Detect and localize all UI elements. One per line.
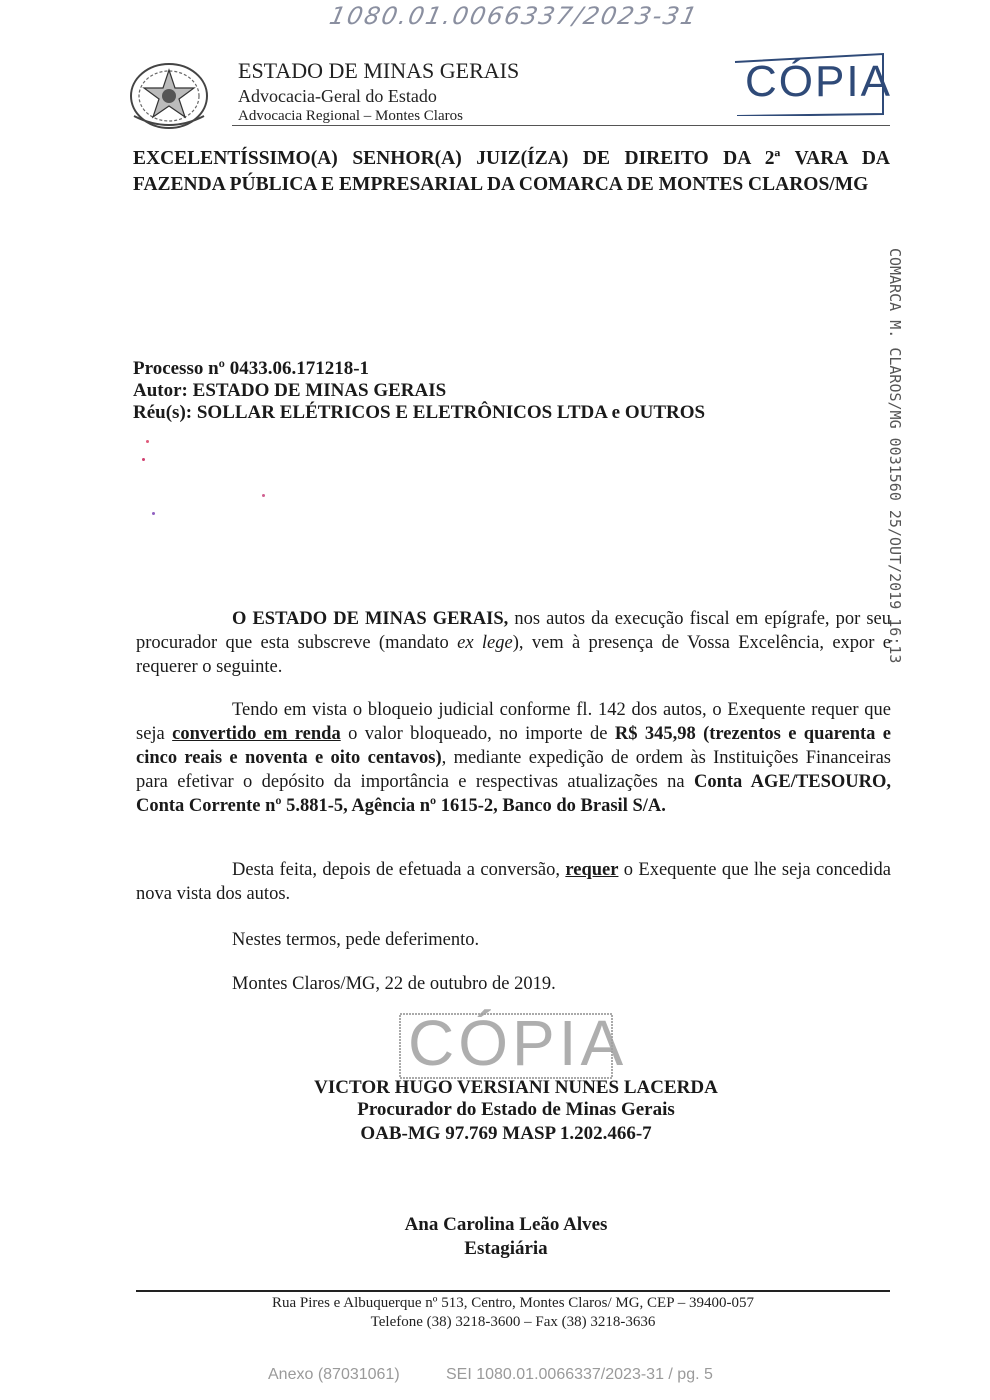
process-defendants	[133, 402, 705, 424]
intern-role: Estagiária	[464, 1238, 548, 1259]
scan-artifact	[146, 440, 149, 443]
header-title: ESTADO DE MINAS GERAIS	[238, 58, 520, 83]
process-author-label: Autor:	[133, 380, 188, 401]
process-defendants-label: Réu(s):	[133, 402, 193, 423]
process-author-value: ESTADO DE MINAS GERAIS	[192, 380, 447, 401]
coat-of-arms-icon	[128, 58, 210, 130]
intro-text-b: ), vem à presença de Vossa Excelência, expor e requerer o seguinte.	[136, 633, 891, 677]
request-bank-account: Conta AGE/TESOURO, Conta Corrente nº 5.881-5, Agência nº 1615-2, Banco do Brasil S/A.	[136, 772, 891, 816]
scan-artifact	[142, 458, 145, 461]
handwritten-process-number: 1080.01.0066337/2023-31	[327, 2, 702, 30]
paragraph-date: Montes Claros/MG, 22 de outubro de 2019.	[232, 974, 556, 994]
footer-address: Rua Pires e Albuquerque nº 513, Centro, Montes Claros/ MG, CEP – 39400-057	[272, 1295, 754, 1311]
scan-artifact	[262, 494, 265, 497]
request-text-c: , mediante expedição de ordem às Instituições Financeiras para efetivar o depósito da importância e respectivas atualizações na	[136, 748, 891, 792]
paragraph-introduction	[136, 607, 891, 679]
addressee-heading: EXCELENTÍSSIMO(A) SENHOR(A) JUIZ(ÍZA) DE DIREITO DA 2ª VARA DA FAZENDA PÚBLICA E EMPRESARIAL DA COMARCA DE MONTES CLAROS/MG	[133, 148, 890, 195]
sei-reference: SEI 1080.01.0066337/2023-31 / pg. 5	[446, 1366, 713, 1383]
request-amount: R$ 345,98 (trezentos e quarenta e cinco reais e noventa e oito centavos)	[136, 724, 891, 768]
request-text-a: Tendo em vista o bloqueio judicial conforme fl. 142 dos autos, o Exequente requer que seja	[136, 700, 891, 744]
process-number	[133, 358, 369, 380]
header-divider	[232, 125, 890, 126]
paragraph-request	[136, 698, 891, 818]
intro-text-a: nos autos da execução fiscal em epígrafe, por seu procurador que esta subscreve (mandato	[136, 609, 891, 653]
footer-divider	[136, 1290, 890, 1292]
copy-stamp-top: CÓPIA	[745, 57, 892, 106]
footer-phone: Telefone (38) 3218-3600 – Fax (38) 3218-3636	[370, 1314, 656, 1330]
process-defendants-value: SOLLAR ELÉTRICOS E ELETRÔNICOS LTDA e OUTROS	[196, 402, 706, 423]
attachment-id: Anexo (87031061)	[268, 1366, 400, 1383]
court-protocol-stamp: COMARCA M. CLAROS/MG 0031560 25/OUT/2019 16:13	[886, 248, 904, 664]
process-number-value: 0433.06.171218-1	[229, 358, 370, 379]
party-name: O ESTADO DE MINAS GERAIS,	[232, 609, 509, 629]
conversion-text-a: Desta feita, depois de efetuada a conversão,	[232, 860, 566, 880]
signer-role: Procurador do Estado de Minas Gerais	[357, 1099, 675, 1120]
header-regional: Advocacia Regional – Montes Claros	[238, 108, 463, 124]
process-number-label: Processo nº	[133, 358, 225, 379]
intro-italic: ex lege	[457, 633, 513, 653]
header-subtitle: Advocacia-Geral do Estado	[238, 86, 437, 106]
copy-stamp-middle: CÓPIA	[408, 1007, 628, 1079]
scan-artifact	[152, 512, 155, 515]
process-author	[133, 380, 446, 402]
request-underlined: convertido em renda	[172, 724, 341, 744]
signer-oab: OAB-MG 97.769 MASP 1.202.466-7	[360, 1123, 652, 1144]
intern-name: Ana Carolina Leão Alves	[404, 1214, 608, 1235]
conversion-underlined: requer	[565, 860, 619, 880]
paragraph-closing: Nestes termos, pede deferimento.	[232, 930, 480, 950]
conversion-text-b: o Exequente que lhe seja concedida nova vista dos autos.	[136, 860, 891, 904]
paragraph-conversion	[136, 858, 891, 906]
signer-name: VICTOR HUGO VERSIANI NUNES LACERDA	[314, 1077, 718, 1098]
request-text-b: o valor bloqueado, no importe de	[340, 724, 615, 744]
